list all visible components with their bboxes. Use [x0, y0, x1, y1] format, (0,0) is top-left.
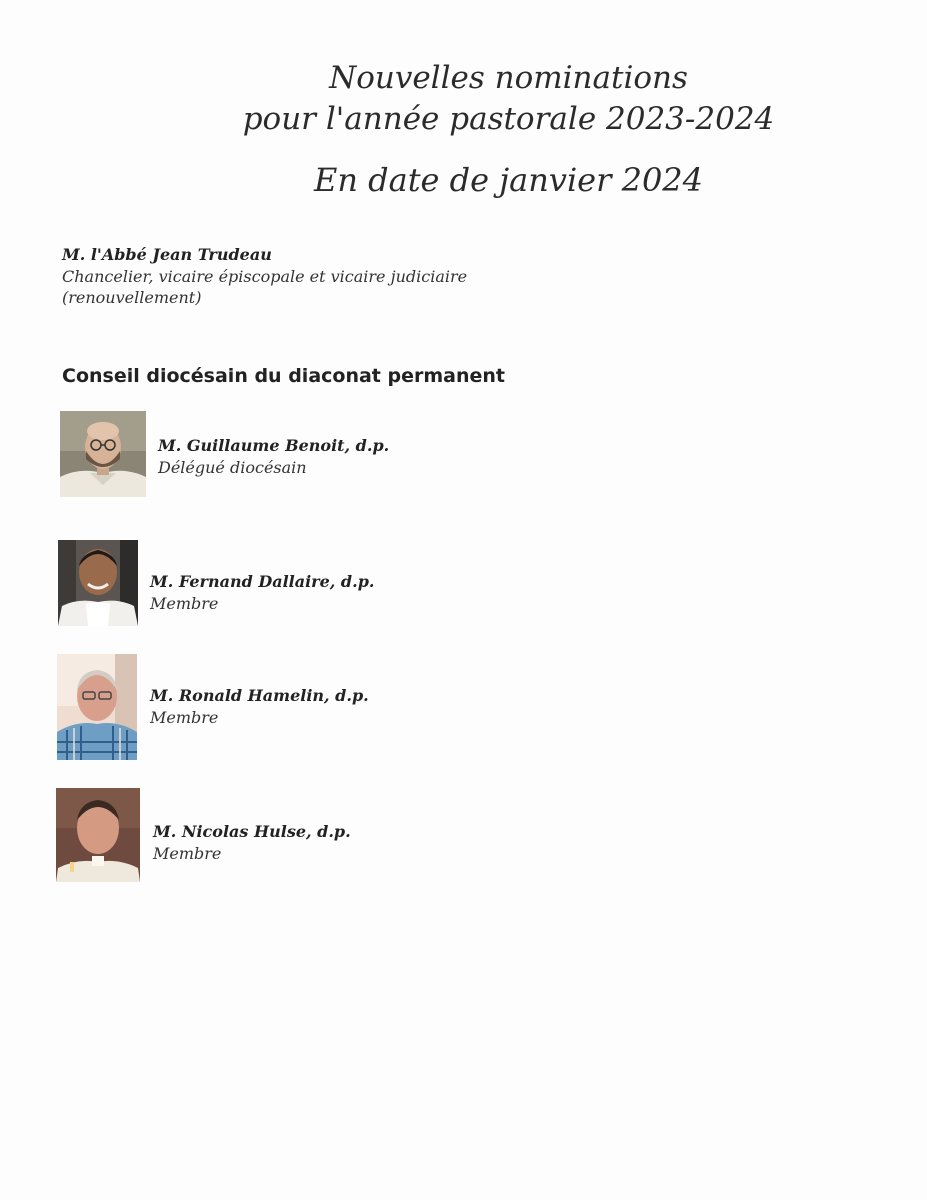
- appointee-role-line-1: Chancelier, vicaire épiscopale et vicaire judiciaire: [62, 267, 468, 286]
- title-line-2: pour l'année pastorale 2023-2024: [242, 101, 775, 137]
- member-name: M. Nicolas Hulse, d.p.: [153, 822, 351, 841]
- member-photo-hamelin: [57, 654, 137, 760]
- member-name: M. Guillaume Benoit, d.p.: [158, 436, 390, 455]
- document-title: [0, 58, 927, 200]
- appointee-role-line-2: (renouvellement): [62, 288, 202, 307]
- title-date: En date de janvier 2024: [313, 161, 704, 199]
- member-photo-dallaire: [58, 540, 138, 626]
- member-name: M. Fernand Dallaire, d.p.: [150, 572, 375, 591]
- member-role: Membre: [150, 594, 219, 613]
- member-role: Membre: [153, 844, 222, 863]
- member-photo-hulse: [56, 788, 140, 882]
- member-dallaire: [150, 571, 374, 614]
- member-name: M. Ronald Hamelin, d.p.: [150, 686, 369, 705]
- member-photo-benoit: [60, 411, 146, 497]
- section-heading: Conseil diocésain du diaconat permanent: [62, 365, 505, 387]
- member-role: Délégué diocésain: [158, 458, 307, 477]
- member-role: Membre: [150, 708, 219, 727]
- member-hamelin: [150, 685, 369, 728]
- member-benoit: [158, 435, 389, 478]
- title-line-1: Nouvelles nominations: [329, 60, 688, 96]
- appointee-name: M. l'Abbé Jean Trudeau: [62, 245, 272, 264]
- appointee-block: [62, 244, 467, 308]
- member-hulse: [153, 821, 351, 864]
